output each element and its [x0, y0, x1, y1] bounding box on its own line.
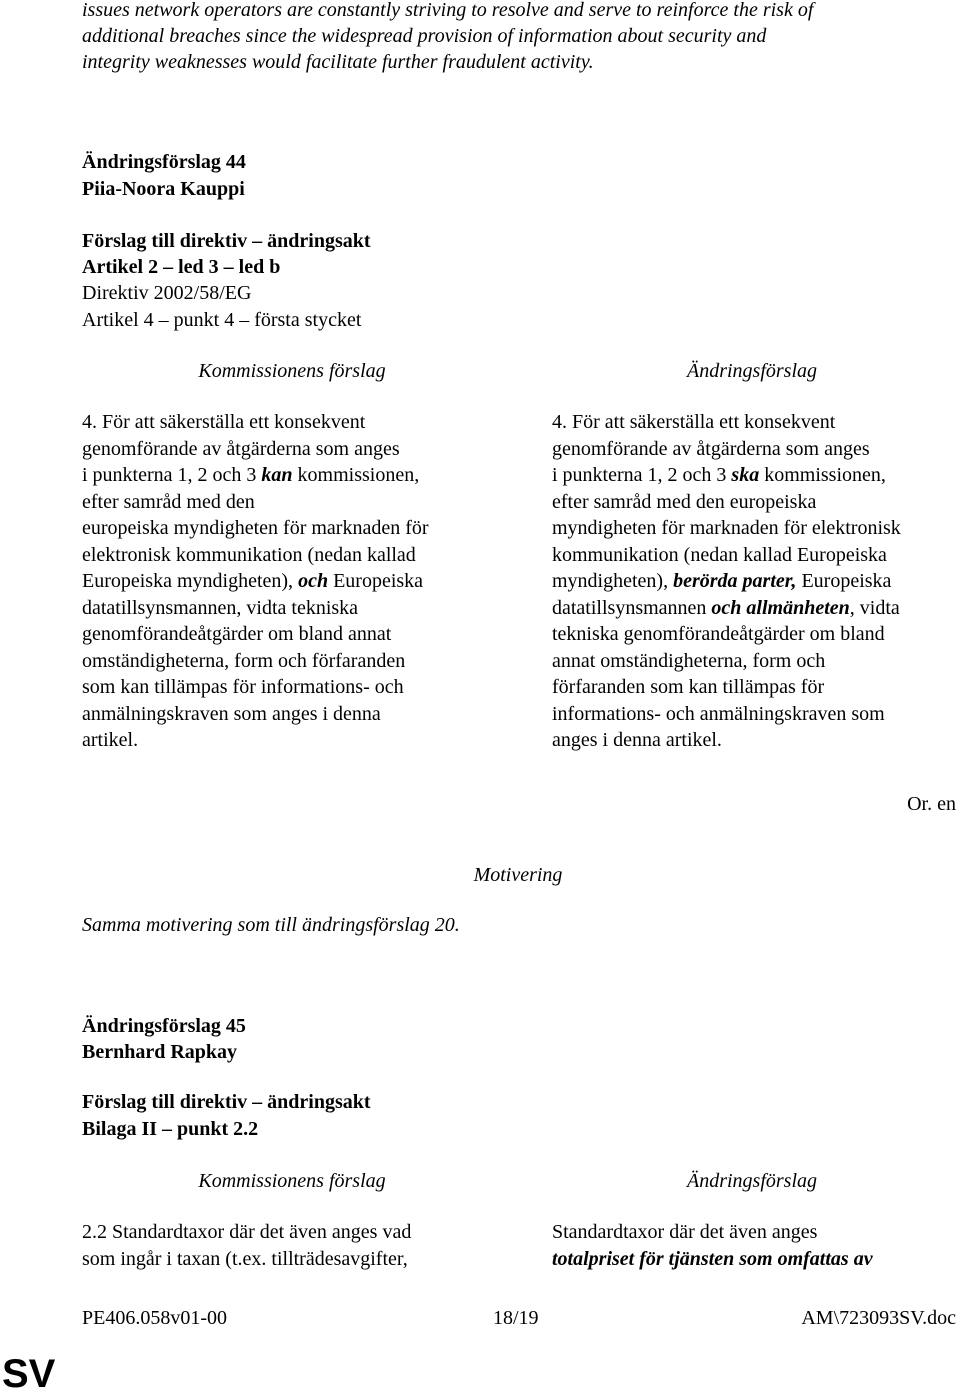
text-line	[82, 727, 502, 754]
highlighted-change: ska	[731, 464, 760, 486]
text-segment: kommunikation (nedan kallad Europeiska	[552, 543, 887, 566]
amendment-text-column	[552, 409, 960, 754]
text-segment: som ingår i taxan (t.ex. tillträdesavgifter,	[82, 1247, 408, 1270]
text-segment: som kan tillämpas för informations- och	[82, 676, 404, 698]
text-line	[82, 674, 502, 701]
text-segment: myndigheten för marknaden för elektronisk	[552, 517, 901, 539]
intro-line: issues network operators are constantly striving to resolve and serve to reinforce the risk of	[82, 0, 814, 21]
amendment-44-heading: Ändringsförslag 44	[82, 151, 246, 173]
text-line	[552, 542, 960, 569]
text-line	[82, 621, 502, 648]
text-line	[82, 1219, 502, 1246]
intro-line: integrity weaknesses would facilitate further fraudulent activity.	[82, 51, 594, 73]
text-segment: Europeiska	[328, 570, 424, 592]
amendment-44-subarticle: Artikel 4 – punkt 4 – första stycket	[82, 309, 362, 331]
text-line	[82, 515, 502, 542]
text-segment: kommissionen,	[759, 464, 886, 486]
text-segment: genomförande av åtgärderna som anges	[82, 437, 400, 460]
text-line	[552, 621, 960, 648]
text-line	[82, 648, 502, 675]
text-segment: artikel.	[82, 729, 139, 751]
text-segment: anmälningskraven som anges i denna	[82, 702, 381, 725]
highlighted-change: totalpriset för tjänsten som omfattas av	[552, 1247, 873, 1270]
text-segment: genomförande av åtgärderna som anges	[552, 437, 870, 460]
text-line	[552, 595, 960, 622]
text-segment: Standardtaxor där det även anges	[552, 1221, 818, 1243]
footer-file-name: AM\723093SV.doc	[801, 1307, 956, 1329]
footer-doc-ref: PE406.058v01-00	[82, 1307, 227, 1329]
text-line	[552, 436, 960, 463]
text-line	[552, 701, 960, 728]
text-segment: omständigheterna, form och förfaranden	[82, 649, 406, 672]
text-segment: europeiska myndigheten för marknaden för	[82, 517, 429, 539]
col-header-amendment: Ändringsförslag	[686, 1170, 818, 1192]
commission-text-column	[82, 1219, 502, 1272]
text-segment: anges i denna artikel.	[552, 729, 722, 751]
text-line	[82, 1246, 502, 1273]
amendment-text-column	[552, 1219, 960, 1272]
col-header-amendment: Ändringsförslag	[686, 360, 818, 382]
text-line	[82, 489, 502, 516]
text-line	[552, 489, 960, 516]
text-segment: datatillsynsmannen, vidta tekniska	[82, 596, 359, 619]
amendment-45-article: Bilaga II – punkt 2.2	[82, 1118, 259, 1140]
footer-page-number: 18/19	[493, 1307, 539, 1329]
highlighted-change: och allmänheten	[711, 596, 850, 619]
col-header-commission: Kommissionens förslag	[198, 360, 386, 382]
text-segment: informations- och anmälningskraven som	[552, 702, 885, 725]
amendment-44-directive: Direktiv 2002/58/EG	[82, 282, 252, 304]
text-line	[82, 595, 502, 622]
text-line	[82, 462, 502, 489]
amendment-44-article: Artikel 2 – led 3 – led b	[82, 256, 281, 278]
text-segment: elektronisk kommunikation (nedan kallad	[82, 543, 416, 566]
highlighted-change: berörda parter,	[673, 570, 797, 592]
highlighted-change: och	[298, 570, 329, 592]
text-segment: 2.2 Standardtaxor där det även anges vad	[82, 1221, 412, 1243]
amendment-44-proposal: Förslag till direktiv – ändringsakt	[82, 230, 371, 252]
intro-line: additional breaches since the widespread provision of information about security and	[82, 25, 767, 47]
text-segment: myndigheten),	[552, 570, 674, 592]
text-segment: 4. För att säkerställa ett konsekvent	[552, 411, 836, 433]
amendment-45-proposal: Förslag till direktiv – ändringsakt	[82, 1091, 371, 1113]
text-line	[552, 674, 960, 701]
text-line	[552, 1219, 960, 1246]
text-line	[552, 727, 960, 754]
text-line	[82, 568, 502, 595]
text-line	[552, 409, 960, 436]
justification-text: Samma motivering som till ändringsförslag 20.	[82, 914, 460, 936]
text-segment: förfaranden som kan tillämpas för	[552, 676, 825, 698]
text-segment: 4. För att säkerställa ett konsekvent	[82, 411, 366, 433]
text-segment: tekniska genomförandeåtgärder om bland	[552, 623, 885, 645]
text-segment: , vidta	[849, 596, 900, 619]
text-line	[552, 568, 960, 595]
original-language: Or. en	[907, 793, 956, 815]
text-segment: annat omständigheterna, form och	[552, 649, 826, 672]
amendment-45-author: Bernhard Rapkay	[82, 1041, 238, 1063]
text-line	[82, 542, 502, 569]
text-line	[552, 515, 960, 542]
commission-text-column	[82, 409, 502, 754]
text-line	[82, 701, 502, 728]
text-segment: i punkterna 1, 2 och 3	[82, 464, 262, 486]
justification-header: Motivering	[473, 864, 563, 886]
text-line	[552, 1246, 960, 1273]
text-line	[82, 409, 502, 436]
text-segment: kommissionen,	[292, 464, 420, 486]
language-code-label: SV	[2, 1352, 56, 1396]
text-line	[552, 462, 960, 489]
text-segment: datatillsynsmannen	[552, 596, 712, 619]
amendment-44-author: Piia-Noora Kauppi	[82, 178, 245, 200]
text-segment: genomförandeåtgärder om bland annat	[82, 623, 392, 645]
highlighted-change: kan	[261, 464, 293, 486]
text-segment: efter samråd med den europeiska	[552, 490, 817, 513]
col-header-commission: Kommissionens förslag	[198, 1170, 386, 1192]
text-segment: Europeiska	[796, 570, 892, 592]
text-segment: Europeiska myndigheten),	[82, 570, 299, 592]
amendment-45-heading: Ändringsförslag 45	[82, 1015, 246, 1037]
text-segment: i punkterna 1, 2 och 3	[552, 464, 732, 486]
text-line	[552, 648, 960, 675]
text-segment: efter samråd med den	[82, 490, 255, 513]
text-line	[82, 436, 502, 463]
